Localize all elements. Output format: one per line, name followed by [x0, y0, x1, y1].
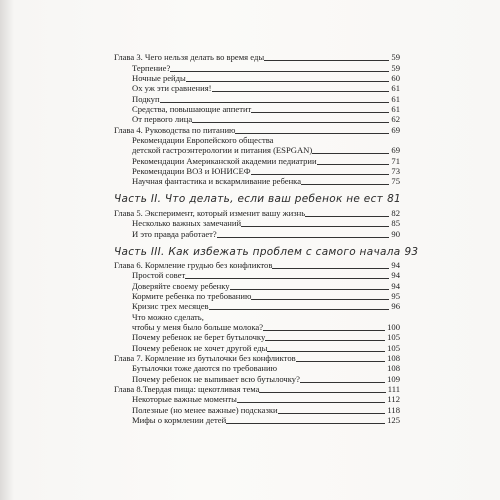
toc-section-row	[114, 135, 400, 145]
toc-chapter-row	[114, 124, 400, 134]
toc-entry-title: Глава 6. Кормление грудью без конфликтов	[114, 259, 273, 270]
toc-section-row	[114, 322, 400, 332]
toc-entry-title: Бутылочки тоже даются по требованию	[132, 363, 277, 374]
toc-section-row	[114, 83, 400, 93]
toc-entry-title: Средства, повышающие аппетит	[132, 104, 252, 115]
toc-entry-title: Глава 5. Эксперимент, который изменит вашу жизнь	[114, 207, 306, 218]
toc-section-row	[114, 363, 400, 373]
toc-entry-title: И это правда работает?	[132, 228, 217, 239]
toc-leader	[212, 91, 390, 92]
toc-leader	[251, 299, 389, 300]
toc-leader	[251, 174, 390, 175]
toc-page-number: 112	[387, 394, 400, 405]
toc-entry-title: Кормите ребенка по требованию	[132, 290, 252, 301]
toc-leader	[263, 330, 385, 331]
toc-page-number: 60	[391, 73, 400, 84]
toc-section-row	[114, 114, 400, 124]
toc-page-number: 111	[387, 383, 400, 394]
toc-page-number: 69	[391, 124, 400, 135]
toc-page-number: 108	[387, 352, 400, 363]
toc-leader	[237, 402, 386, 403]
toc-leader	[230, 289, 390, 290]
toc-entry-title: Рекомендации Американской академии педиатрии	[132, 155, 317, 166]
toc-entry-title: Глава 7. Кормление из бутылочки без конфликтов	[114, 352, 296, 363]
toc-section-row	[114, 155, 400, 165]
toc-page-number: 62	[391, 114, 400, 125]
toc-section-row	[114, 280, 400, 290]
toc-page-number: 85	[391, 218, 400, 229]
toc-entry-title: Подкуп	[132, 93, 160, 104]
toc-leader	[170, 71, 389, 72]
toc-leader	[185, 278, 389, 279]
toc-leader	[300, 382, 385, 383]
toc-page-number: 100	[387, 321, 400, 332]
toc-chapter-row	[114, 52, 400, 62]
toc-leader	[264, 60, 389, 61]
toc-entry-title: Научная фантастика и вскармливание ребенка	[132, 176, 302, 187]
toc-page-number: 94	[391, 280, 400, 291]
toc-entry-title: Глава 3. Чего нельзя делать во время еды	[114, 52, 265, 63]
toc-page-number: 93	[404, 245, 419, 258]
toc-leader	[259, 392, 385, 393]
toc-leader	[217, 237, 390, 238]
toc-entry-title: Доверяйте своему ребенку	[132, 280, 230, 291]
toc-section-row	[114, 342, 400, 352]
toc-page-number: 96	[391, 301, 400, 312]
toc-leader	[267, 351, 385, 352]
toc-entry-title: Кризис трех месяцев	[132, 301, 209, 312]
toc-leader	[301, 184, 389, 185]
toc-entry-title: Рекомендации ВОЗ и ЮНИСЕФ	[132, 166, 251, 177]
toc-chapter-row	[114, 207, 400, 217]
toc-entry-title: Глава 8.Твердая пища: щекотливая тема	[114, 383, 260, 394]
toc-page-number: 73	[391, 166, 400, 177]
toc-entry-title: Полезные (но менее важные) подсказки	[132, 404, 278, 415]
toc-section-row	[114, 93, 400, 103]
toc-leader	[305, 216, 389, 217]
toc-page-number: 61	[391, 83, 400, 94]
toc-entry-title: чтобы у меня было больше молока?	[132, 321, 264, 332]
toc-section-row	[114, 373, 400, 383]
toc-entry-title: детской гастроэнтерологии и питания (ESPGAN)	[132, 145, 313, 156]
toc-section-row	[114, 270, 400, 280]
toc-leader	[296, 361, 385, 362]
toc-entry-title: Рекомендации Европейского общества	[132, 135, 274, 146]
toc-leader	[186, 81, 390, 82]
toc-section-row	[114, 404, 400, 414]
toc-section-row	[114, 301, 400, 311]
toc-page-number: 105	[387, 342, 400, 353]
toc-entry-title: Ох уж эти сравнения!	[132, 83, 212, 94]
table-of-contents	[114, 52, 419, 425]
toc-page-number: 59	[391, 62, 400, 73]
toc-page-number: 94	[391, 259, 400, 270]
toc-section-row	[114, 145, 400, 155]
toc-leader	[278, 413, 386, 414]
toc-entry-title: Простой совет	[132, 270, 186, 281]
toc-page-number: 59	[391, 52, 400, 63]
toc-page-number: 94	[391, 270, 400, 281]
toc-entry-title: Ночные рейды	[132, 73, 186, 84]
toc-section-row	[114, 62, 400, 72]
toc-entry-title: Почему ребенок не выпивает всю бутылочку?	[132, 373, 300, 384]
toc-page-number: 61	[391, 93, 400, 104]
toc-entry-title: От первого лица	[132, 114, 193, 125]
toc-section-row	[114, 104, 400, 114]
toc-section-row	[114, 228, 400, 238]
toc-leader	[241, 226, 389, 227]
toc-entry-title: Часть III. Как избежать проблем с самого начала	[114, 245, 401, 258]
toc-section-row	[114, 415, 400, 425]
toc-chapter-row	[114, 353, 400, 363]
toc-leader	[235, 133, 389, 134]
toc-entry-title: Терпение?	[132, 62, 171, 73]
toc-section-row	[114, 332, 400, 342]
toc-entry-title: Почему ребенок не хочет другой еды	[132, 342, 268, 353]
toc-leader	[160, 102, 390, 103]
toc-page-number: 81	[387, 193, 402, 206]
toc-leader	[312, 153, 389, 154]
toc-leader	[251, 112, 389, 113]
toc-section-row	[114, 176, 400, 186]
toc-leader	[272, 268, 389, 269]
toc-entry-title: Часть II. Что делать, если ваш ребенок не ест	[114, 193, 384, 206]
toc-part-row	[114, 244, 419, 259]
toc-page-number: 95	[391, 290, 400, 301]
toc-page-number: 118	[387, 404, 400, 415]
toc-page-number: 105	[387, 332, 400, 343]
toc-leader	[226, 423, 385, 424]
toc-leader	[209, 309, 390, 310]
toc-page-number: 61	[391, 104, 400, 115]
toc-page-number: 82	[391, 207, 400, 218]
toc-page-number: 71	[391, 155, 400, 166]
toc-chapter-row	[114, 260, 400, 270]
toc-section-row	[114, 291, 400, 301]
toc-leader	[317, 164, 390, 165]
toc-page-number: 75	[391, 176, 400, 187]
toc-section-row	[114, 73, 400, 83]
toc-entry-title: Некоторые важные моменты	[132, 394, 237, 405]
toc-entry-title: Несколько важных замечаний	[132, 218, 242, 229]
toc-leader	[265, 340, 385, 341]
toc-page-number: 69	[391, 145, 400, 156]
toc-page-number: 109	[387, 373, 400, 384]
toc-section-row	[114, 394, 400, 404]
toc-section-row	[114, 311, 400, 321]
toc-chapter-row	[114, 384, 400, 394]
toc-section-row	[114, 218, 400, 228]
toc-entry-title: Что можно сделать,	[132, 311, 204, 322]
toc-entry-title: Глава 4. Руководства по питанию	[114, 124, 236, 135]
toc-leader	[192, 122, 389, 123]
toc-page-number: 108	[387, 363, 400, 374]
toc-page-number: 125	[387, 415, 400, 425]
toc-entry-title: Мифы о кормлении детей	[132, 415, 227, 425]
toc-section-row	[114, 166, 400, 176]
toc-part-row	[114, 191, 400, 206]
toc-page-number: 90	[391, 228, 400, 239]
toc-entry-title: Почему ребенок не берет бутылочку	[132, 332, 266, 343]
